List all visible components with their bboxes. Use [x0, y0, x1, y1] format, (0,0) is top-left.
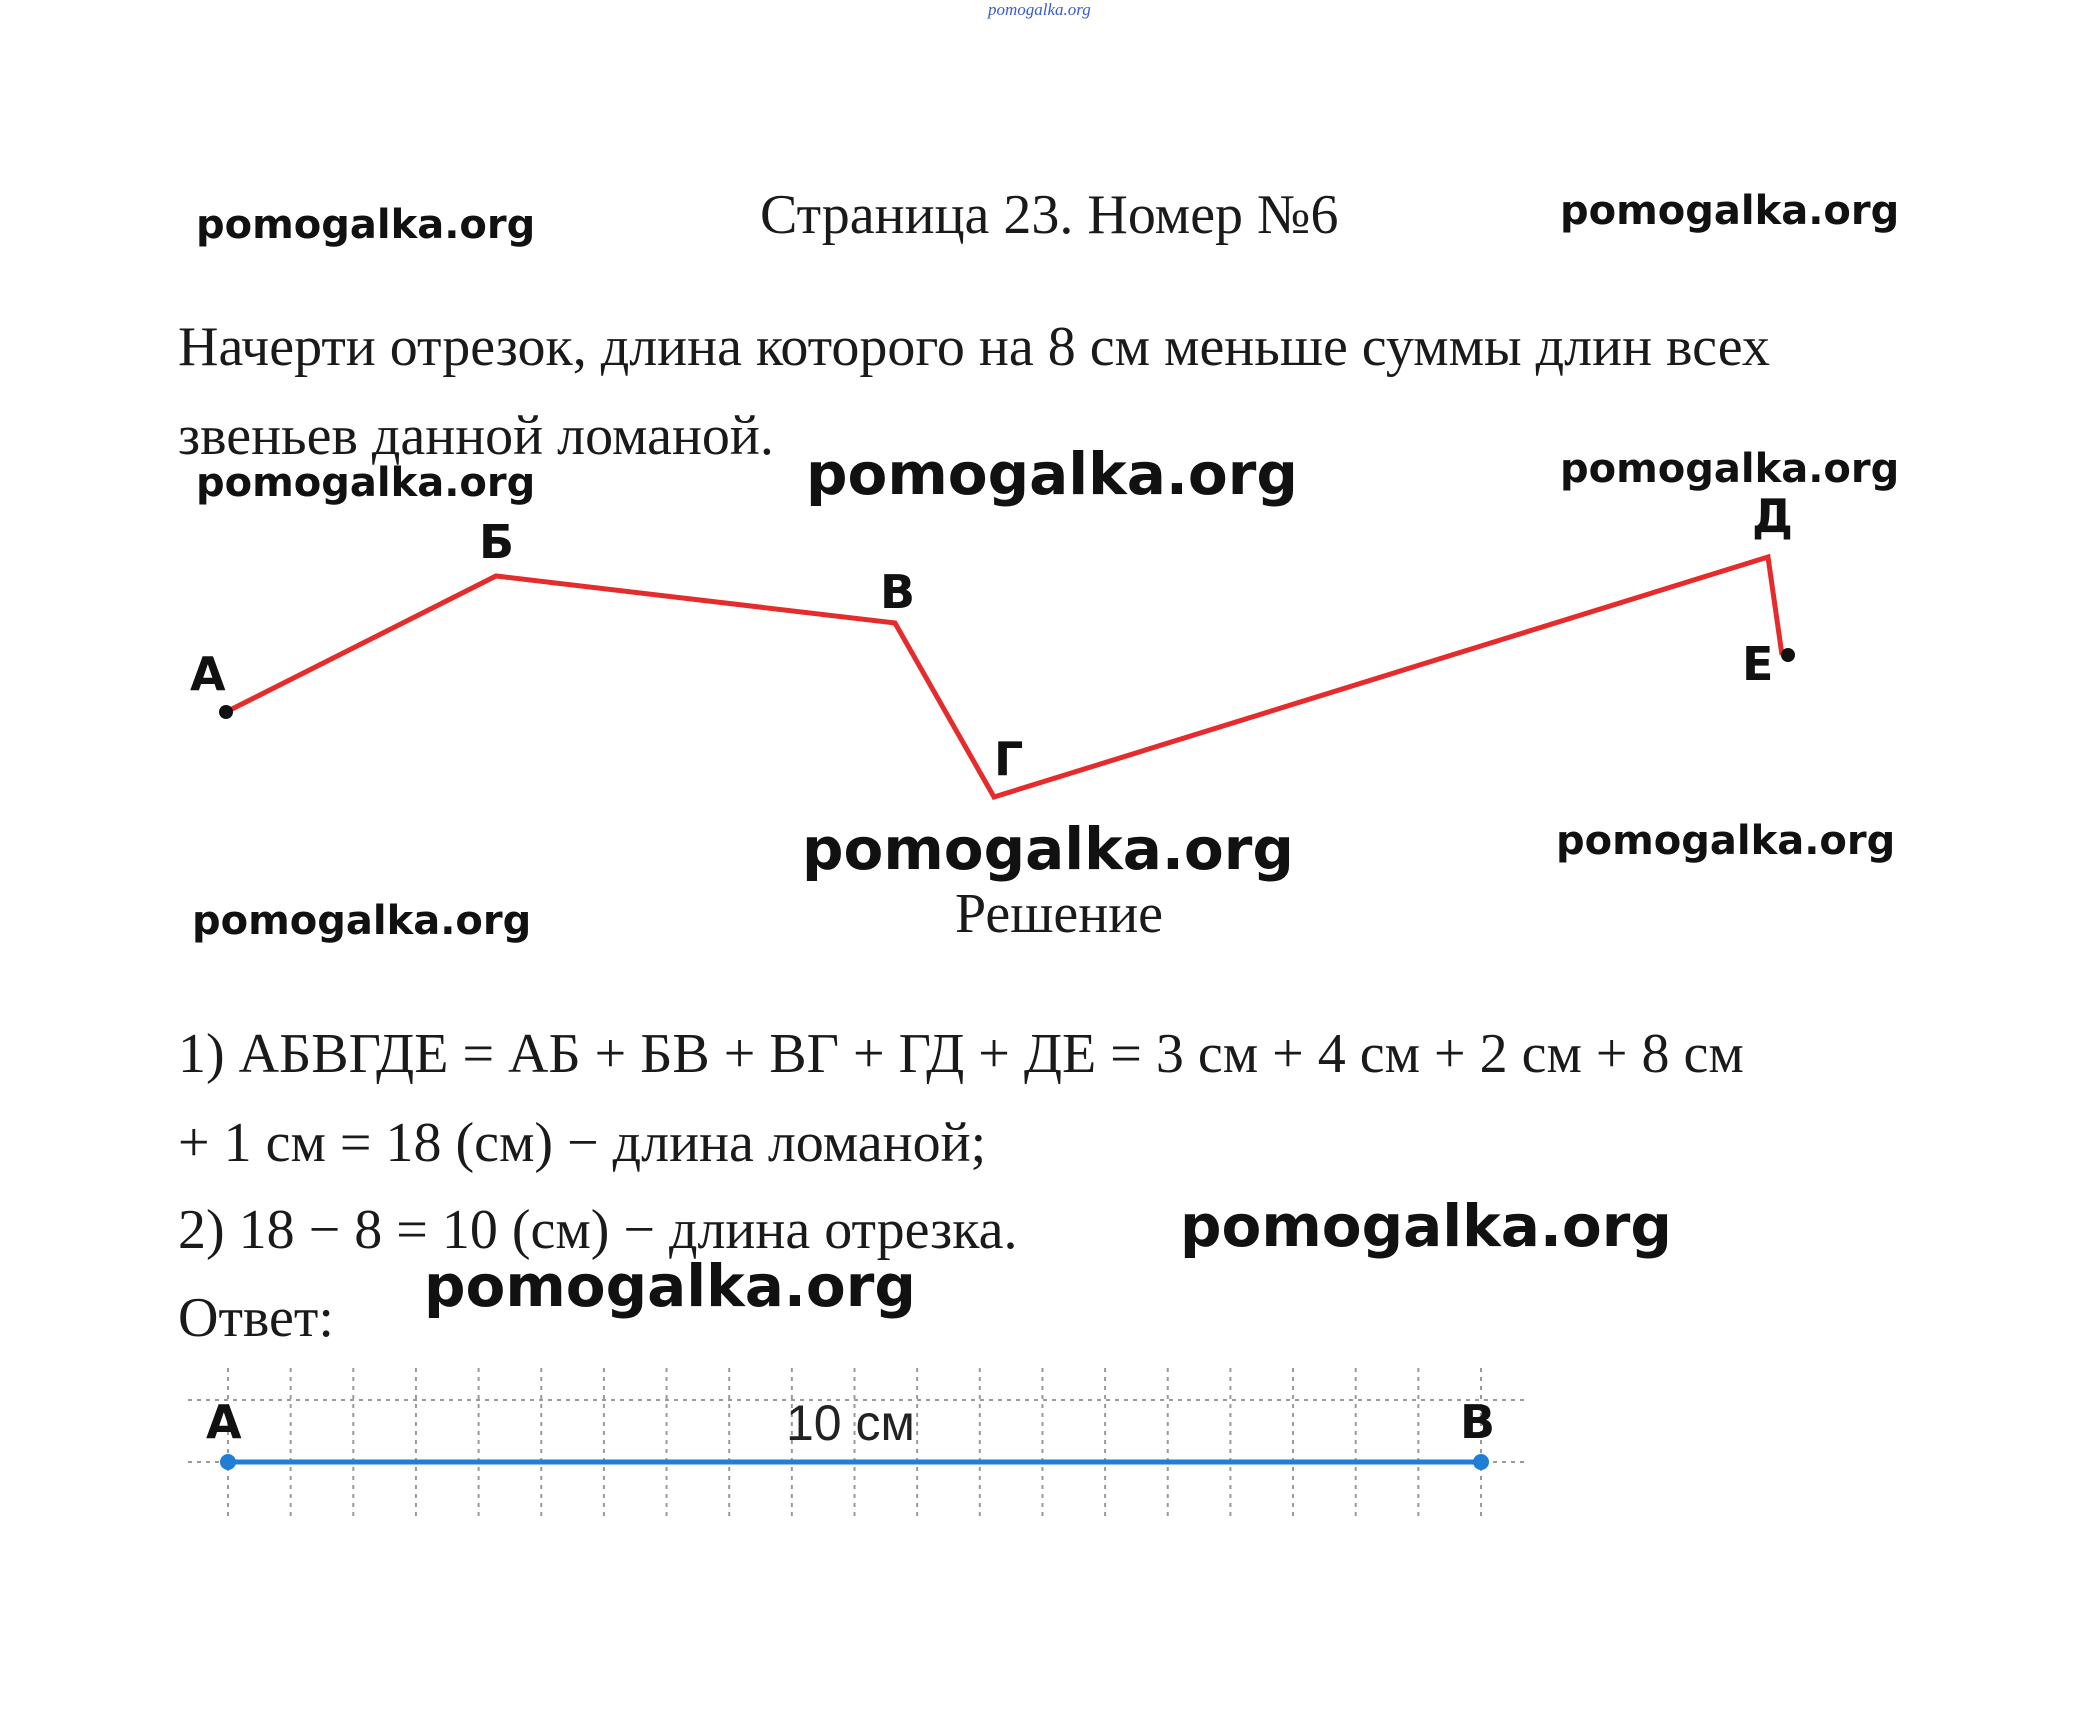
- segment-label-b: В: [1460, 1395, 1496, 1449]
- solution-heading: Решение: [955, 883, 1164, 945]
- segment-length-label: 10 см: [786, 1395, 915, 1451]
- solution-step2: 2) 18 − 8 = 10 (см) − длина отрезка.: [178, 1199, 1018, 1261]
- segment-start-dot: [220, 1454, 236, 1470]
- watermark: pomogalka.org: [1560, 446, 1900, 492]
- solution-step1-line2: + 1 см = 18 (см) − длина ломаной;: [178, 1112, 987, 1174]
- watermark: pomogalka.org: [802, 815, 1294, 883]
- watermark: pomogalka.org: [1556, 818, 1896, 864]
- top-site-link[interactable]: pomogalka.org: [988, 0, 1091, 19]
- vertex-label-d: Д: [1752, 489, 1793, 543]
- vertex-label-a: А: [190, 647, 226, 701]
- watermark: pomogalka.org: [1560, 188, 1900, 234]
- watermark: pomogalka.org: [192, 898, 532, 944]
- vertex-label-e: Е: [1742, 637, 1774, 691]
- watermark: pomogalka.org: [806, 440, 1298, 508]
- page-heading: Страница 23. Номер №6: [760, 184, 1339, 246]
- solution-step1-line1: 1) АБВГДЕ = АБ + БВ + ВГ + ГД + ДЕ = 3 см + 4 см + 2 см + 8 см: [178, 1023, 1744, 1085]
- watermark: pomogalka.org: [196, 460, 536, 506]
- vertex-label-g: Г: [994, 732, 1024, 786]
- watermark: pomogalka.org: [196, 202, 536, 248]
- task-text-line1: Начерти отрезок, длина которого на 8 см меньше суммы длин всех: [178, 316, 1770, 378]
- segment-end-dot: [1473, 1454, 1489, 1470]
- answer-label: Ответ:: [178, 1287, 334, 1349]
- watermark: pomogalka.org: [1180, 1192, 1672, 1260]
- vertex-label-v: В: [880, 565, 916, 619]
- watermark: pomogalka.org: [424, 1252, 916, 1320]
- segment-label-a: А: [206, 1395, 242, 1449]
- task-text-line2: звеньев данной ломаной.: [178, 405, 774, 467]
- vertex-label-b: Б: [479, 515, 515, 569]
